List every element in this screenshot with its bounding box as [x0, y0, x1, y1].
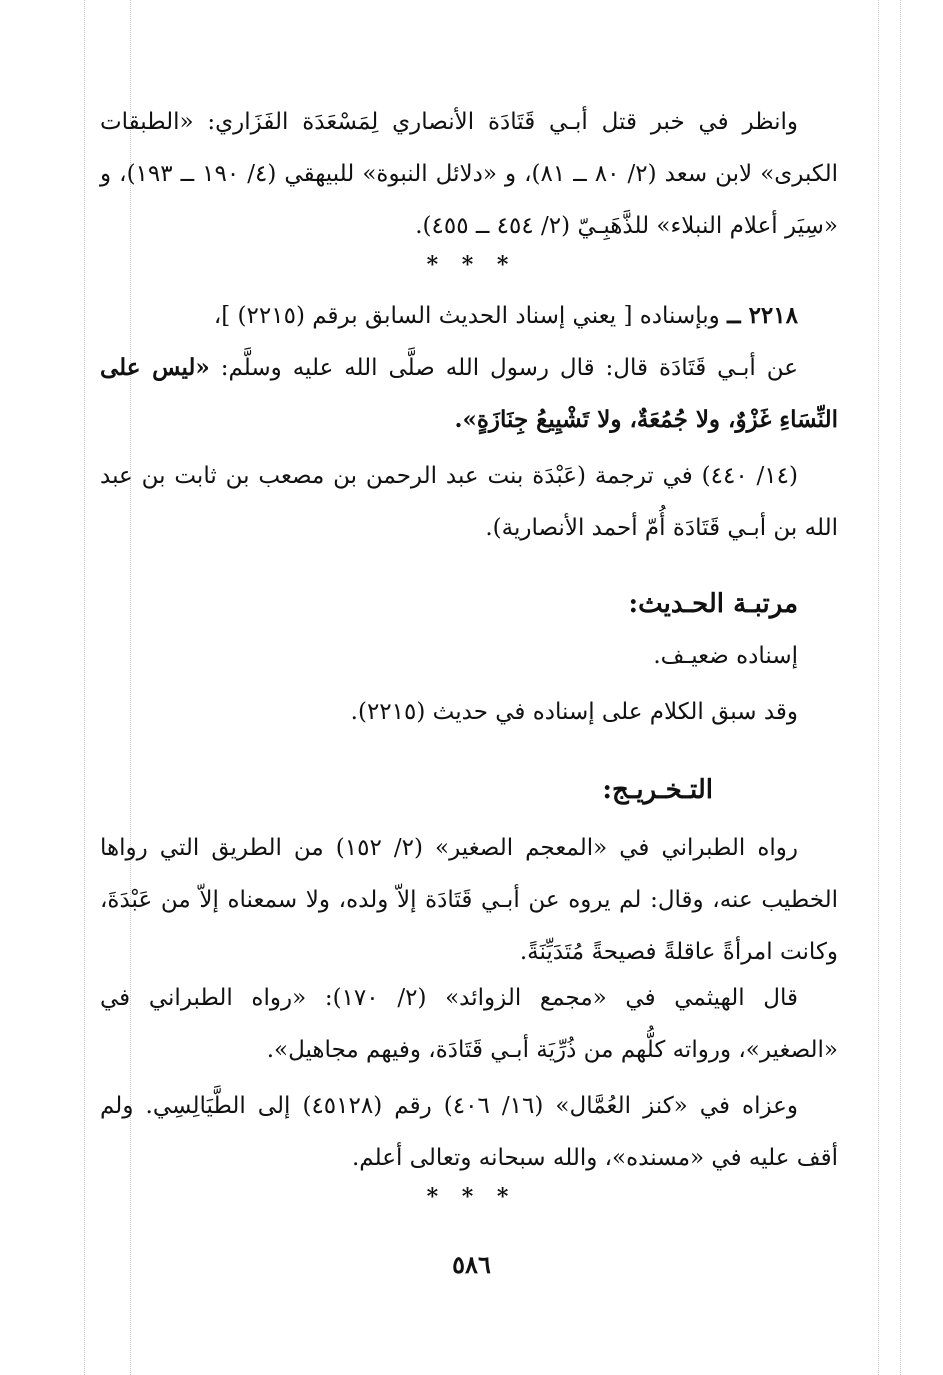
paragraph-text: (١٤/ ٤٤٠) في ترجمة (عَبْدَة بنت عبد الرحمن بن مصعب بن ثابت بن عبد الله بن أبـي قَتَادَة أُمّ أحمد الأنصارية).	[100, 463, 838, 541]
heading-hadith-rank: مرتبـة الحـديث:	[628, 589, 798, 619]
paragraph-takhrij-kanz	[100, 1080, 838, 1184]
paragraph-text: وعزاه في «كنز العُمَّال» (١٦/ ٤٠٦) رقم (٤٥١٢٨) إلى الطَّيَالِسِي. ولم أقف عليه في «مسنده»، والله سبحانه وتعالى أعلم.	[100, 1093, 838, 1171]
scan-guide	[900, 0, 901, 1375]
hadith-block	[100, 290, 838, 446]
rank-note: وقد سبق الكلام على إسناده في حديث (٢٢١٥).	[350, 699, 798, 725]
scan-guide	[878, 0, 879, 1375]
paragraph-text: قال الهيثمي في «مجمع الزوائد» (٢/ ١٧٠): «رواه الطبراني في «الصغير»، ورواته كلُّهم من ذُرِّيَة أبـي قَتَادَة، وفيهم مجاهيل».	[100, 985, 838, 1063]
rank-value: إسناده ضعيـف.	[653, 643, 798, 669]
hadith-matn-text: «ليس على النِّسَاءِ غَزْوٌ، ولا جُمُعَةٌ، ولا تَشْيِيعُ جِنَازَةٍ».	[100, 354, 838, 433]
hadith-isnad	[100, 290, 838, 342]
hadith-number: ٢٢١٨ ــ	[727, 302, 798, 329]
hadith-isnad-text: وبإسناده [ يعني إسناد الحديث السابق برقم (٢٢١٥) ]،	[213, 303, 720, 329]
hadith-matn-prefix: عن أبـي قَتَادَة قال: قال رسول الله صلَّى الله عليه وسلَّم:	[209, 355, 798, 381]
section-separator: * * *	[426, 1184, 517, 1210]
scan-guide	[84, 0, 85, 1375]
heading-takhrij: التـخـريـج:	[602, 775, 713, 805]
page-number: ٥٨٦	[452, 1250, 491, 1279]
paragraph-takhrij-haythami	[100, 972, 838, 1076]
paragraph-sources	[100, 96, 838, 252]
hadith-matn	[100, 342, 838, 446]
paragraph-reference	[100, 450, 838, 554]
paragraph-takhrij-tabarani	[100, 822, 838, 978]
paragraph-text: وانظر في خبر قتل أبـي قَتَادَة الأنصاري لِمَسْعَدَة الفَزَاري: «الطبقات الكبرى» لابن سعد (٢/ ٨٠ ــ ٨١)، و «دلائل النبوة» للبيهقي (٤/ ١٩٠ ــ ١٩٣)، و «سِيَر أعلام النبلاء» للذَّهَبِـيّ (٢/ ٤٥٤ ــ ٤٥٥).	[100, 109, 839, 239]
paragraph-text: رواه الطبراني في «المعجم الصغير» (٢/ ١٥٢) من الطريق التي رواها الخطيب عنه، وقال: لم يروه عن أبـي قَتَادَة إلاّ ولده، ولا سمعناه إلاّ من عَبْدَةَ، وكانت امرأةً عاقلةً فصيحةً مُتَدَيِّنَةً.	[100, 835, 838, 965]
section-separator: * * *	[426, 252, 517, 278]
